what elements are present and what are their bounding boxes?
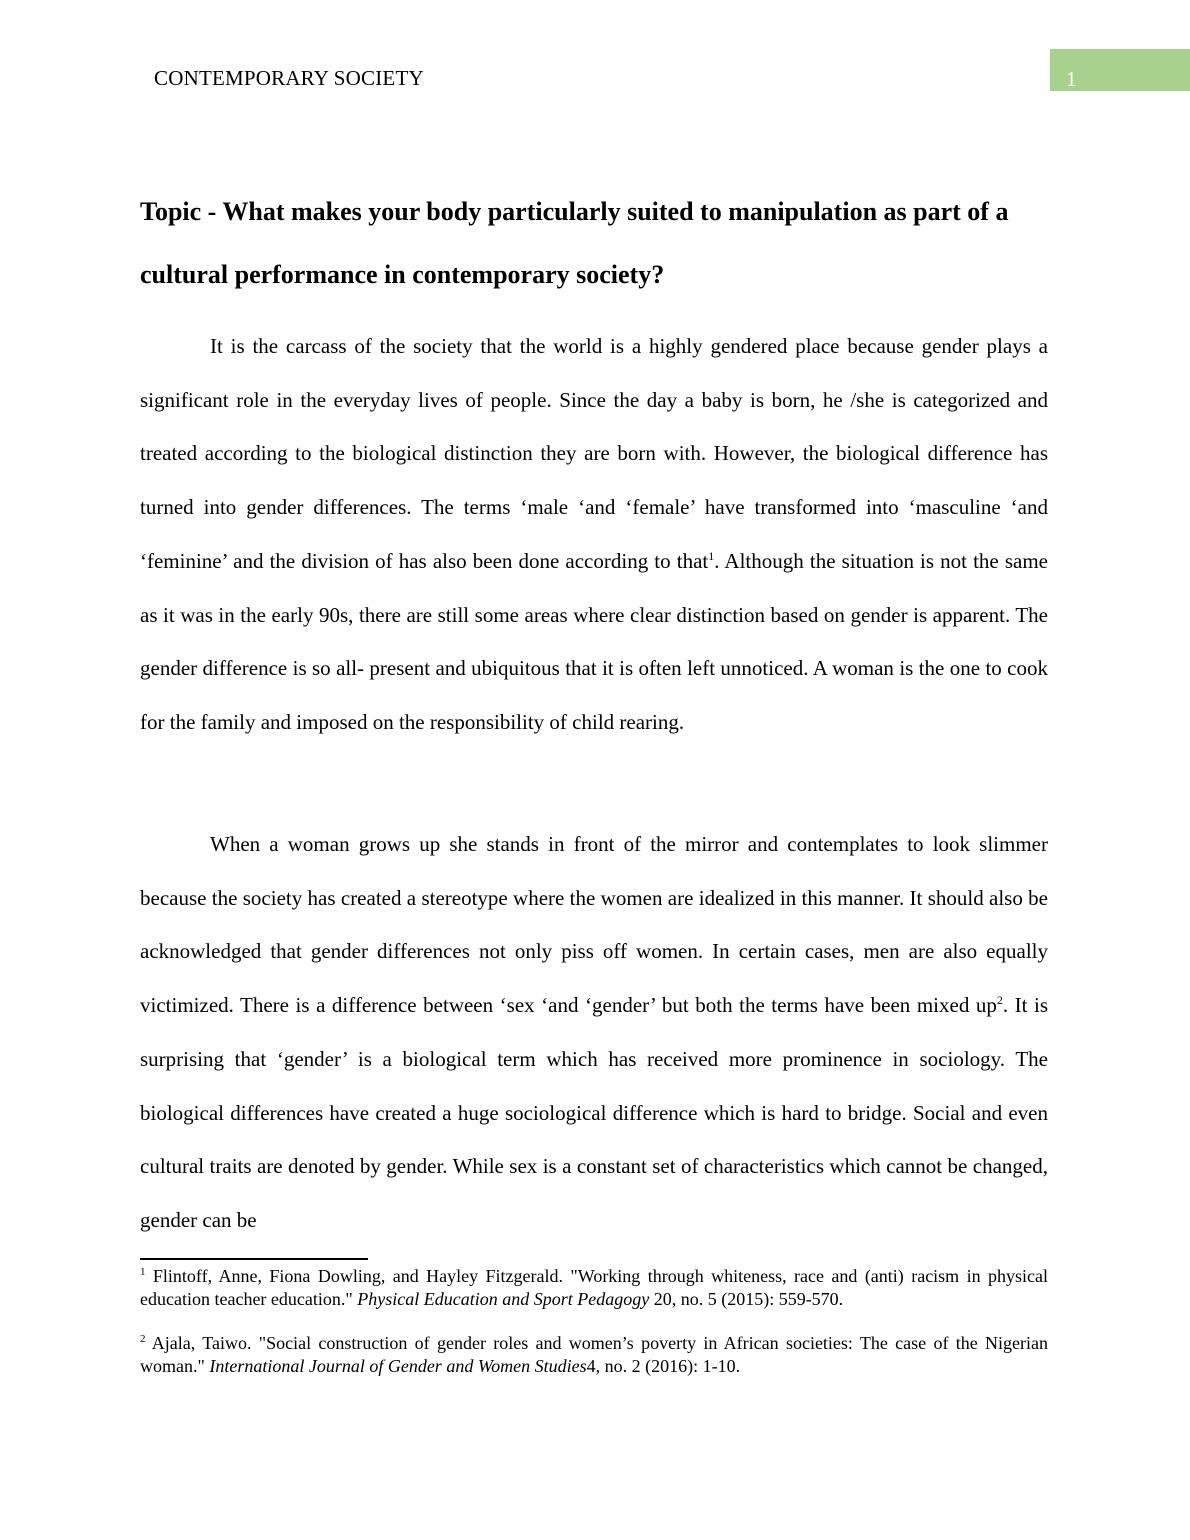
footnote-details: 20, no. 5 (2015): 559-570. — [649, 1288, 844, 1309]
page-number: 1 — [1066, 67, 1077, 91]
footnote-journal: Physical Education and Sport Pedagogy — [357, 1288, 650, 1309]
body-paragraph-2 — [140, 818, 1048, 1248]
footnote-2 — [140, 1332, 1048, 1377]
running-head: CONTEMPORARY SOCIETY — [154, 66, 424, 90]
body-paragraph-1 — [140, 320, 1048, 750]
footnote-separator — [140, 1258, 368, 1260]
footnote-text: Ajala, Taiwo. "Social construction of gender roles and women’s poverty in African societies: The case of the Nigerian woman." — [140, 1333, 1048, 1376]
paragraph-text: When a woman grows up she stands in front of the mirror and contemplates to look slimmer because the society has created a stereotype where the women are idealized in this manner. It should also be acknowledged that gender differences not only piss off women. In certain cases, men are also equally victimized. There is a difference between ‘sex ‘and ‘gender’ but both the terms have been mixed up — [140, 832, 1048, 1018]
footnote-number: 2 — [140, 1333, 146, 1345]
paragraph-text: . It is surprising that ‘gender’ is a biological term which has received more prominence in sociology. The biological differences have created a huge sociological difference which is hard to bridge. Social and even cultural traits are denoted by gender. While sex is a constant set of characteristics which cannot be changed, gender can be — [140, 993, 1048, 1232]
paragraph-text: . Although the situation is not the same as it was in the early 90s, there are still some areas where clear distinction based on gender is apparent. The gender difference is so all- present and ubiquitous that it is often left unnoticed. A woman is the one to cook for the family and imposed on the responsibility of child rearing. — [140, 548, 1049, 734]
footnote-ref-1[interactable]: 1 — [708, 548, 715, 563]
essay-title: Topic - What makes your body particularly suited to manipulation as part of a cultural performance in contemporary society? — [140, 197, 1009, 289]
footnote-ref-2[interactable]: 2 — [996, 993, 1003, 1008]
footnote-journal: International Journal of Gender and Women Studies — [209, 1355, 587, 1376]
footnote-details: 4, no. 2 (2016): 1-10. — [586, 1355, 741, 1376]
footnote-number: 1 — [140, 1266, 146, 1278]
footnote-text: Flintoff, Anne, Fiona Dowling, and Hayley Fitzgerald. "Working through whiteness, race and (anti) racism in physical education teacher education." — [140, 1266, 1048, 1309]
footnote-1 — [140, 1265, 1048, 1310]
paragraph-text: It is the carcass of the society that the world is a highly gendered place because gender plays a significant role in the everyday lives of people. Since the day a baby is born, he /she is categorized and treated according to the biological distinction they are born with. However, the biological difference has turned into gender differences. The terms ‘male ‘and ‘female’ have transformed into ‘masculine ‘and ‘feminine’ and the division of has also been done according to that — [140, 334, 1048, 573]
page-number-tab — [1050, 49, 1190, 91]
